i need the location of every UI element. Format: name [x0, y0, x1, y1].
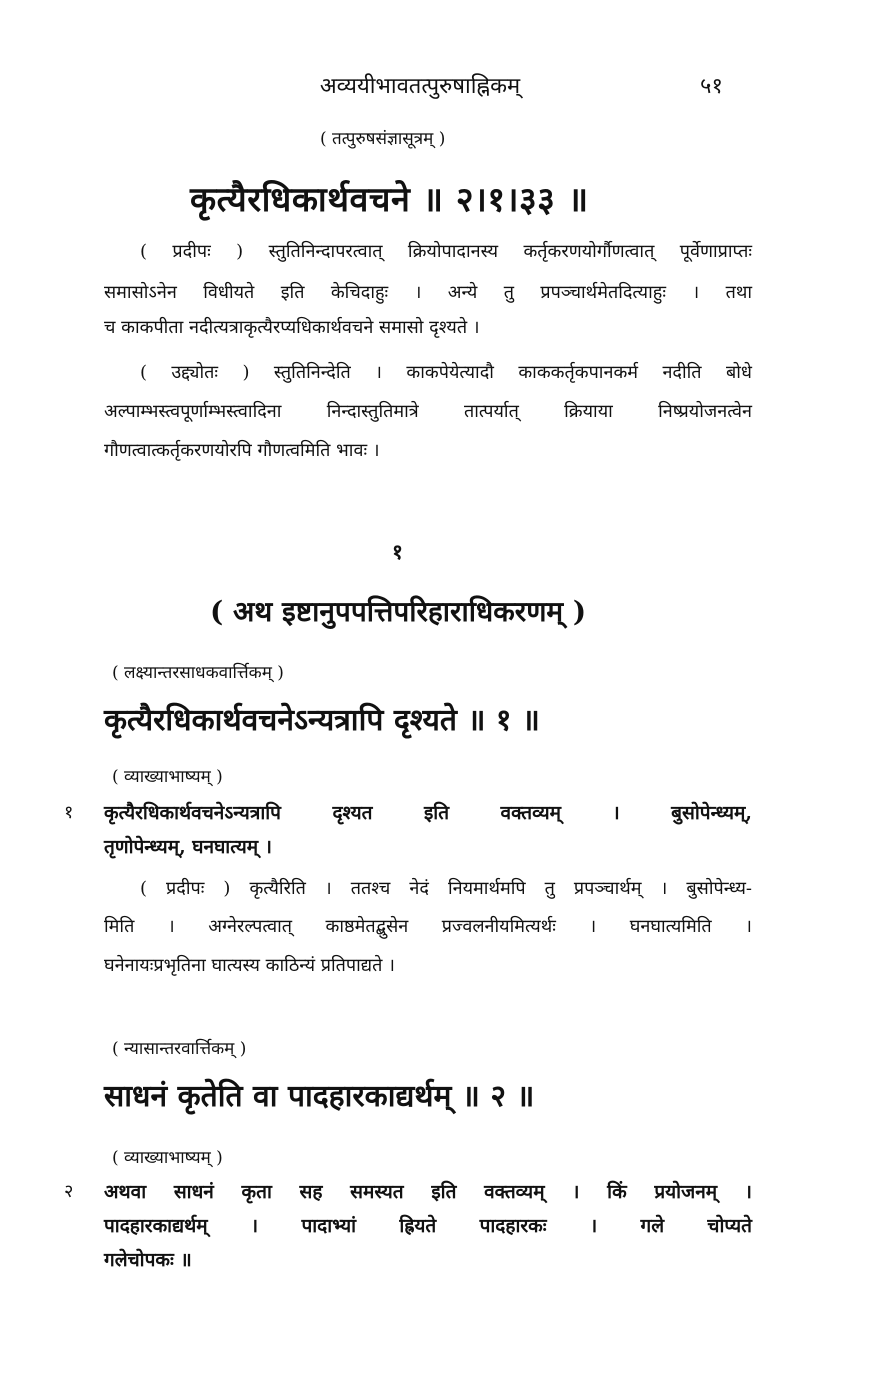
- adhikarana-number: १: [392, 539, 403, 564]
- page-number: ५१: [700, 74, 723, 99]
- uddyota-line: गौणत्वात्कर्तृकरणयोरपि गौणत्वमिति भावः ।: [104, 440, 380, 461]
- uddyota-line: ( उद्द्योतः ) स्तुतिनिन्देति । काकपेयेत्यादौ काककर्तृकपानकर्म नदीति बोधे: [140, 362, 752, 383]
- bhashya-label: ( व्याख्याभाष्यम् ): [112, 767, 223, 787]
- pradipa-line: घनेनायःप्रभृतिना घात्यस्य काठिन्यं प्रतिपाद्यते ।: [104, 955, 395, 976]
- bhashya-number: १: [64, 802, 74, 823]
- sutra-text: कृत्यैरधिकार्थवचने ॥ २।१।३३ ॥: [190, 180, 589, 220]
- sutra-label: ( तत्पुरुषसंज्ञासूत्रम् ): [320, 129, 446, 149]
- pradipa-line: मिति । अग्नेरल्पत्वात् काष्ठमेतद्बुसेन प्रज्वलनीयमित्यर्थः । घनघात्यमिति ।: [104, 916, 752, 937]
- vartika-text: साधनं कृतेति वा पादहारकाद्यर्थम् ॥ २ ॥: [104, 1079, 535, 1114]
- bhashya-line: तृणोपेन्ध्यम्, घनघात्यम् ।: [104, 836, 272, 858]
- bhashya-line: कृत्यैरधिकार्थवचनेऽन्यत्रापि दृश्यत इति वक्तव्यम् । बुसोपेन्ध्यम्,: [104, 802, 752, 824]
- running-title: अव्ययीभावतत्पुरुषाह्निकम्: [319, 74, 521, 99]
- vartika-text: कृत्यैरधिकार्थवचनेऽन्यत्रापि दृश्यते ॥ १ ॥: [104, 703, 540, 738]
- pradipa-line: ( प्रदीपः ) कृत्यैरिति । ततश्च नेदं नियमार्थमपि तु प्रपञ्चार्थम् । बुसोपेन्ध्य-: [140, 878, 752, 899]
- bhashya-number: २: [64, 1181, 74, 1202]
- pradipa-line: च काकपीता नदीत्यत्राकृत्यैरप्यधिकार्थवचने समासो दृश्यते ।: [104, 317, 480, 338]
- bhashya-line: अथवा साधनं कृता सह समस्यत इति वक्तव्यम् । किं प्रयोजनम् ।: [104, 1181, 752, 1203]
- pradipa-line: ( प्रदीपः ) स्तुतिनिन्दापरत्वात् क्रियोपादानस्य कर्तृकरणयोर्गौणत्वात् पूर्वेणाप्राप्तः: [140, 241, 752, 262]
- adhikarana-title: ( अथ इष्टानुपपत्तिपरिहाराधिकरणम् ): [210, 595, 587, 628]
- uddyota-line: अल्पाम्भस्त्वपूर्णाम्भस्त्वादिना निन्दास्तुतिमात्रे तात्पर्यात् क्रियाया निष्प्रयोजनत्वेन: [104, 401, 752, 422]
- vartika-label: ( न्यासान्तरवार्त्तिकम् ): [112, 1039, 247, 1059]
- bhashya-line: गलेचोपकः ॥: [104, 1249, 192, 1271]
- vartika-label: ( लक्ष्यान्तरसाधकवार्त्तिकम् ): [112, 663, 284, 683]
- bhashya-label: ( व्याख्याभाष्यम् ): [112, 1148, 223, 1168]
- pradipa-line: समासोऽनेन विधीयते इति केचिदाहुः । अन्ये तु प्रपञ्चार्थमेतदित्याहुः । तथा: [104, 282, 752, 303]
- bhashya-line: पादहारकाद्यर्थम् । पादाभ्यां ह्रियते पादहारकः । गले चोप्यते: [104, 1215, 752, 1237]
